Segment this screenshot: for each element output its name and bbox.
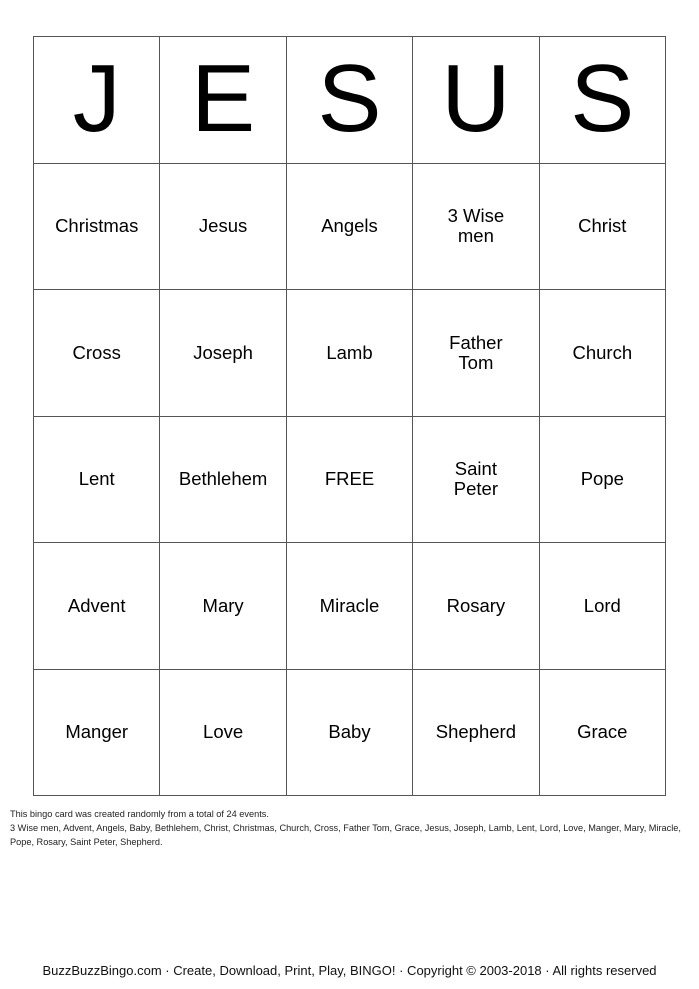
bingo-cell: Mary	[160, 543, 286, 670]
header-letter: J	[34, 37, 160, 164]
info-event-list: 3 Wise men, Advent, Angels, Baby, Bethlehem, Christ, Christmas, Church, Cross, Father Tom, Grace, Jesus, Joseph, Lamb, Lent, Lord, Love, Manger, Mary, Miracle, Pope, Rosary, Saint Peter, Shepherd.	[10, 823, 681, 847]
bingo-cell: Bethlehem	[160, 417, 286, 544]
bingo-cell: Angels	[287, 164, 413, 291]
bingo-cell: Love	[160, 670, 286, 797]
bingo-cell: Grace	[540, 670, 666, 797]
bingo-cell: Saint Peter	[413, 417, 539, 544]
bingo-cell: Manger	[34, 670, 160, 797]
header-letter: S	[540, 37, 666, 164]
bingo-cell: Father Tom	[413, 290, 539, 417]
header-letter: U	[413, 37, 539, 164]
bingo-cell: Lent	[34, 417, 160, 544]
bingo-card	[33, 36, 666, 796]
bingo-cell: Pope	[540, 417, 666, 544]
bingo-cell: 3 Wise men	[413, 164, 539, 291]
footer-text: BuzzBuzzBingo.com · Create, Download, Print, Play, BINGO! · Copyright © 2003-2018 · All rights reserved	[42, 963, 657, 978]
bingo-cell: Lord	[540, 543, 666, 670]
bingo-cell: Christmas	[34, 164, 160, 291]
bingo-cell: Shepherd	[413, 670, 539, 797]
bingo-cell: Christ	[540, 164, 666, 291]
header-letter: S	[287, 37, 413, 164]
bingo-cell: Lamb	[287, 290, 413, 417]
bingo-cell: Advent	[34, 543, 160, 670]
bingo-cell: Jesus	[160, 164, 286, 291]
bingo-cell: Church	[540, 290, 666, 417]
bingo-cell: Baby	[287, 670, 413, 797]
bingo-cell: Joseph	[160, 290, 286, 417]
bingo-cell: Cross	[34, 290, 160, 417]
header-letter: E	[160, 37, 286, 164]
free-space-cell: FREE	[287, 417, 413, 544]
bingo-cell: Miracle	[287, 543, 413, 670]
bingo-cell: Rosary	[413, 543, 539, 670]
info-summary: This bingo card was created randomly from a total of 24 events.	[10, 809, 269, 819]
card-info	[10, 807, 690, 849]
